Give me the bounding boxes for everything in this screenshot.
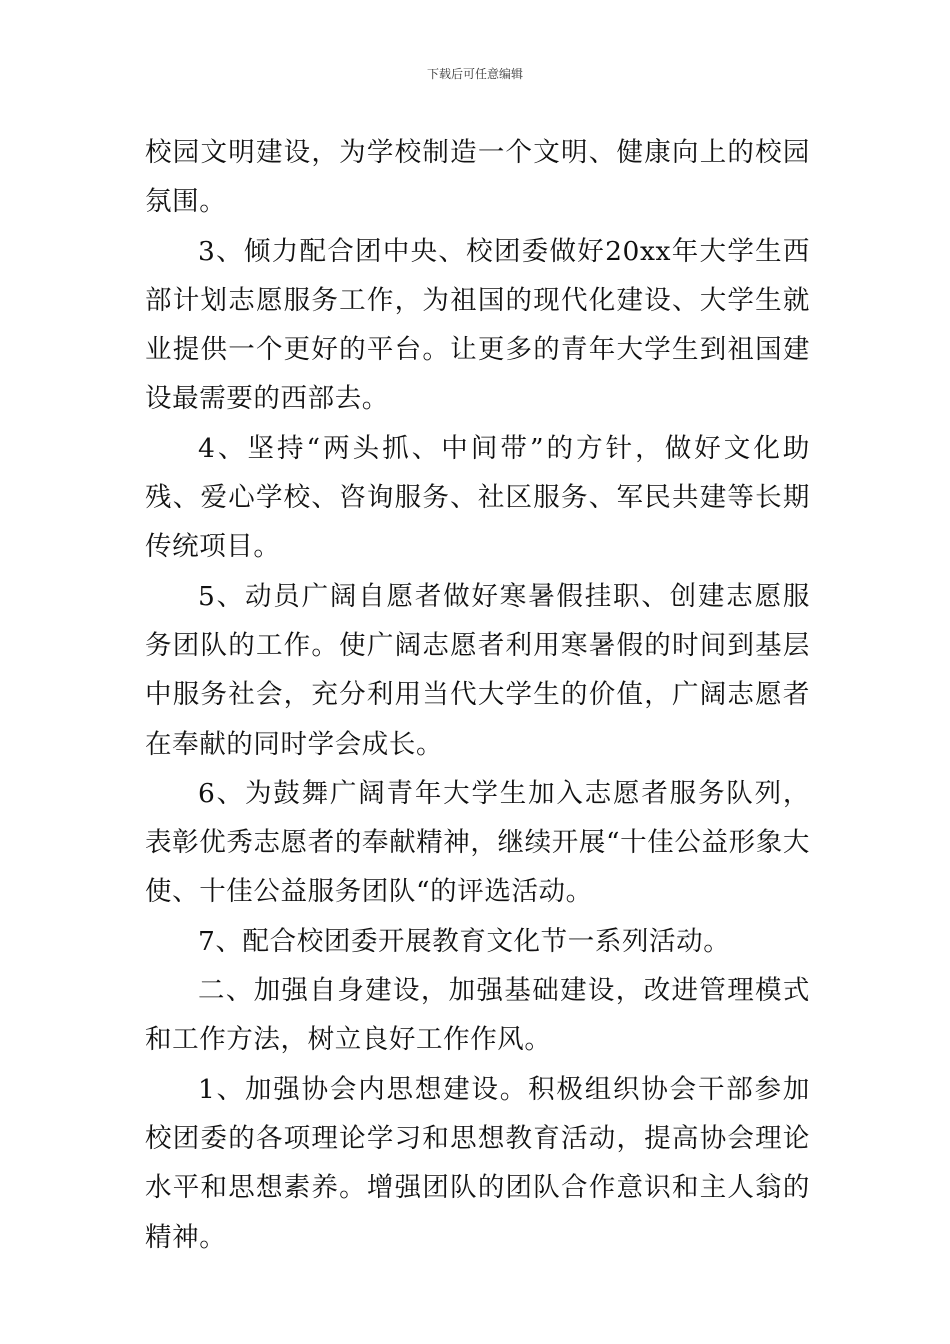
paragraph-6: 7、配合校团委开展教育文化节一系列活动。 [198, 925, 731, 957]
paragraph-5: 6、为鼓舞广阔青年大学生加入志愿者服务队列，表彰优秀志愿者的奉献精神，继续开展“十佳公益形象大使、十佳公益服务团队“的评选活动。 [145, 777, 810, 908]
paragraph-1: 校园文明建设，为学校制造一个文明、健康向上的校园氛围。 [145, 137, 810, 218]
paragraph-2: 3、倾力配合团中央、校团委做好20xx年大学生西部计划志愿服务工作，为祖国的现代化建设、大学生就业提供一个更好的平台。让更多的青年大学生到祖国建设最需要的西部去。 [145, 235, 810, 415]
paragraph-8: 1、加强协会内思想建设。积极组织协会干部参加校团委的各项理论学习和思想教育活动，提高协会理论水平和思想素养。增强团队的团队合作意识和主人翁的精神。 [145, 1073, 810, 1253]
document-body [145, 128, 810, 1262]
page-header: 下载后可任意编辑 [426, 67, 523, 81]
paragraph-7: 二、加强自身建设，加强基础建设，改进管理模式和工作方法，树立良好工作作风。 [145, 975, 810, 1056]
paragraph-4: 5、动员广阔自愿者做好寒暑假挂职、创建志愿服务团队的工作。使广阔志愿者利用寒暑假的时间到基层中服务社会，充分利用当代大学生的价值，广阔志愿者在奉献的同时学会成长。 [145, 580, 810, 760]
paragraph-3: 4、坚持“两头抓、中间带”的方针，做好文化助残、爱心学校、咨询服务、社区服务、军民共建等长期传统项目。 [145, 432, 810, 563]
